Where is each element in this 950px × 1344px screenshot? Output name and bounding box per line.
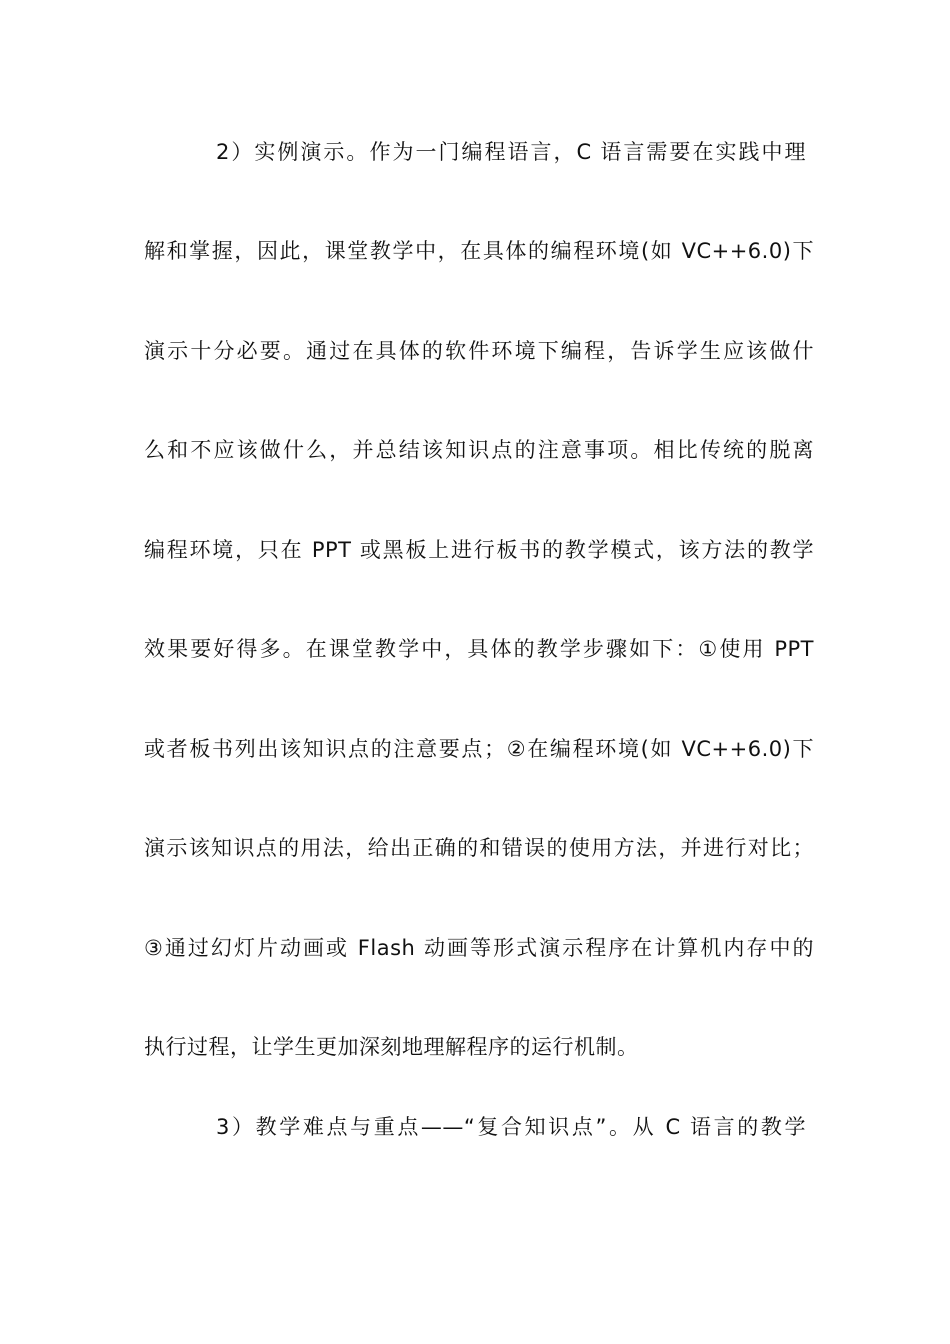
paragraph-2-line-3: 演示十分必要。通过在具体的软件环境下编程，告诉学生应该做什: [144, 339, 814, 363]
paragraph-2-line-8: 演示该知识点的用法，给出正确的和错误的使用方法，并进行对比；: [144, 836, 814, 860]
paragraph-2-line-7: 或者板书列出该知识点的注意要点；②在编程环境(如 VC++6.0)下: [144, 737, 814, 761]
paragraph-2-line-6: 效果要好得多。在课堂教学中，具体的教学步骤如下：①使用 PPT: [144, 637, 814, 661]
paragraph-2-line-1: 2）实例演示。作为一门编程语言，C 语言需要在实践中理: [216, 140, 806, 164]
paragraph-2-line-2: 解和掌握，因此，课堂教学中，在具体的编程环境(如 VC++6.0)下: [144, 239, 814, 263]
paragraph-3-line-1: 3）教学难点与重点——“复合知识点”。从 C 语言的教学: [216, 1115, 806, 1139]
paragraph-2-line-4: 么和不应该做什么，并总结该知识点的注意事项。相比传统的脱离: [144, 438, 814, 462]
paragraph-2-line-5: 编程环境，只在 PPT 或黑板上进行板书的教学模式，该方法的教学: [144, 538, 814, 562]
paragraph-2-line-10: 执行过程，让学生更加深刻地理解程序的运行机制。: [144, 1035, 639, 1059]
paragraph-2-line-9: ③通过幻灯片动画或 Flash 动画等形式演示程序在计算机内存中的: [144, 936, 814, 960]
